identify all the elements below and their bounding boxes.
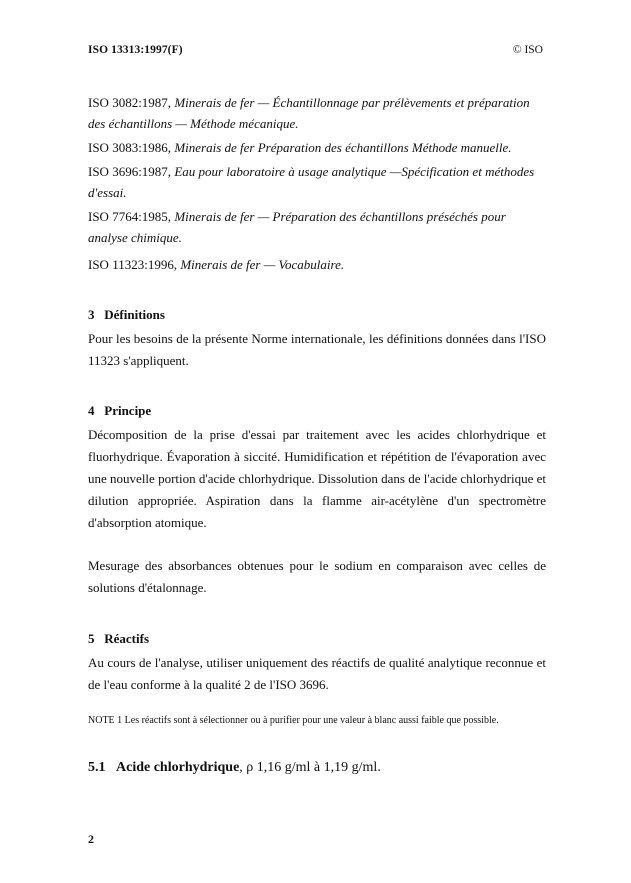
section-5-heading [88,631,149,647]
reference-item [88,161,546,203]
copyright-notice: © ISO [512,44,543,56]
reference-item [88,92,546,134]
reference-title: Minerais de fer — Préparation des échantillons préséchés pour analyse chimique. [88,209,506,245]
document-id: ISO 13313:1997(F) [88,44,183,56]
reference-code: ISO 11323:1996, [88,257,178,272]
section-5-text: Au cours de l'analyse, utiliser uniquement des réactifs de qualité analytique reconnue et de l'eau conforme à la qualité 2 de l'ISO 3696. [88,655,546,692]
reference-code: ISO 7764:1985, [88,209,172,224]
reference-code: ISO 3082:1987, [88,95,172,110]
section-title: Réactifs [104,631,150,646]
section-number: 5 [88,631,95,646]
subsection-5-1 [88,760,381,776]
page-header [88,44,543,60]
reference-item [88,137,546,158]
page-number: 2 [88,832,94,846]
reference-title: Minerais de fer — Échantillonnage par prélèvements et préparation des échantillons — Méthode mécanique. [88,95,530,131]
normative-references-list [88,92,546,278]
section-4-heading [88,403,151,419]
section-number: 3 [88,307,95,322]
note-1: NOTE 1 Les réactifs sont à sélectionner ou à purifier pour une valeur à blanc aussi faible que possible. [88,715,499,726]
section-4-text-2: Mesurage des absorbances obtenues pour le sodium en comparaison avec celles de solutions d'étalonnage. [88,558,546,595]
reference-code: ISO 3083:1986, [88,140,172,155]
reference-title: Minerais de fer Préparation des échantillons Méthode manuelle. [174,140,512,155]
section-4-text: Décomposition de la prise d'essai par traitement avec les acides chlorhydrique et fluorhydrique. Évaporation à siccité. Humidification et répétition de l'évaporation avec une nouvelle portion d'acide chlorhydrique. Dissolution dans de l'acide chlorhydrique et dilution appropriée. Aspiration dans la flamme air-acétylène d'un spectromètre d'absorption atomique. [88,427,546,530]
section-3-text: Pour les besoins de la présente Norme internationale, les définitions données dans l'ISO 11323 s'appliquent. [88,331,546,368]
reagent-name: Acide chlorhydrique [116,760,240,775]
section-title: Définitions [104,307,165,322]
subsection-number: 5.1 [88,760,106,775]
section-title: Principe [104,403,152,418]
reagent-spec: , ρ 1,16 g/ml à 1,19 g/ml. [239,760,381,775]
section-number: 4 [88,403,95,418]
reference-code: ISO 3696:1987, [88,164,172,179]
reference-title: Minerais de fer — Vocabulaire. [180,257,345,272]
reference-title: Eau pour laboratoire à usage analytique —Spécification et méthodes d'essai. [88,164,535,200]
section-3-heading [88,307,165,323]
reference-item [88,254,546,275]
reference-item [88,206,546,248]
